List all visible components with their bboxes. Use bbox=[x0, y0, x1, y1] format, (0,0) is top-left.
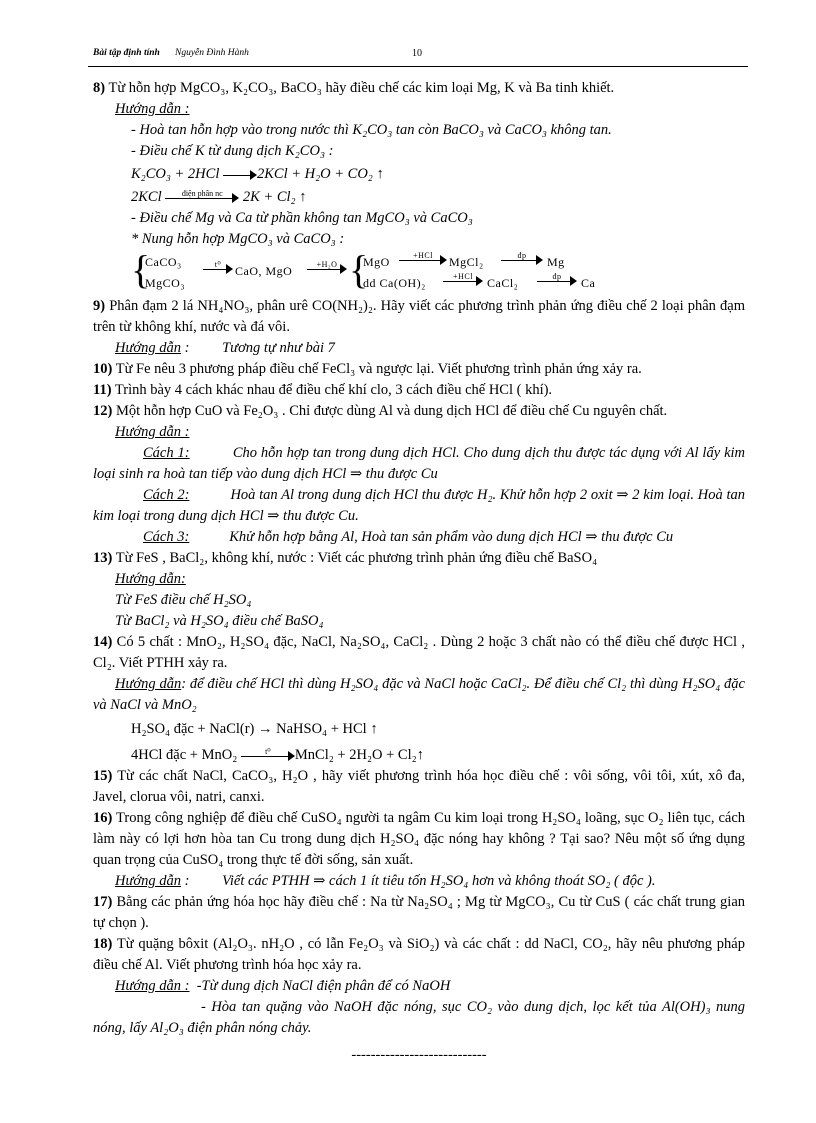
question-text: Từ FeS , BaCl₂, không khí, nước : Viết các phương trình phản ứng điều chế BaSO₄ bbox=[115, 550, 598, 566]
scheme-mgcl2: MgCl₂ bbox=[449, 255, 484, 269]
question-text: Từ các chất NaCl, CaCO₃, H₂O , hãy viết phương trình hóa học điều chế : vôi sống, vôi tôi, xút, xô đa, Javel, clorua vôi, natri, canxi. bbox=[93, 768, 745, 805]
guide-label: Hướng dẫn bbox=[115, 873, 181, 889]
reaction-arrow: t⁰ bbox=[241, 751, 295, 761]
question-9: 9) Phân đạm 2 lá NH₄NO₃, phân urê CO(NH₂)₂. Hãy viết các phương trình phản ứng điều chế 2 loại phân đạm trên từ không khí, nước và đá vôi. bbox=[93, 298, 746, 335]
question-14: 14) Có 5 chất : MnO₂, H₂SO₄ đặc, NaCl, Na₂SO₄, CaCl₂ . Dùng 2 hoặc 3 chất nào có thể điều chế được HCl , Cl₂. Viết PTHH xảy ra. bbox=[93, 634, 745, 671]
scheme-mg: Mg bbox=[547, 255, 565, 269]
question-13: 13) Từ FeS , BaCl₂, không khí, nước : Viết các phương trình phản ứng điều chế BaSO₄ bbox=[93, 550, 598, 566]
question-15: 15) Từ các chất NaCl, CaCO₃, H₂O , hãy viết phương trình hóa học điều chế : vôi sống, vôi tôi, xút, xô đa, Javel, clorua vôi, natri, canxi. bbox=[93, 768, 745, 805]
guide-line: Từ FeS điều chế H₂SO₄ bbox=[115, 592, 252, 608]
scheme-oxides: CaO, MgO bbox=[235, 264, 293, 278]
guide-line: - Hoà tan hỗn hợp vào trong nước thì K₂CO₃ tan còn BaCO₃ và CaCO₃ không tan. bbox=[131, 122, 612, 138]
guide-line: * Nung hỗn hợp MgCO₃ và CaCO₃ : bbox=[131, 231, 345, 247]
header-title: Bài tập định tính bbox=[93, 48, 160, 58]
reaction-scheme bbox=[93, 247, 745, 296]
guide-line: - Điều chế Mg và Ca từ phần không tan MgCO₃ và CaCO₃ bbox=[131, 210, 473, 226]
scheme-ca: Ca bbox=[581, 276, 596, 290]
scheme-caoh2: dd Ca(OH)₂ bbox=[363, 276, 426, 290]
equation-left: 2KCl bbox=[131, 189, 162, 205]
equation: 4HCl đặc + MnO₂ t⁰ MnCl₂ + 2H₂O + Cl₂↑ bbox=[131, 746, 424, 763]
reaction-arrow: +HCl bbox=[443, 276, 483, 286]
question-18: 18) Từ quặng bôxit (Al₂O₃. nH₂O , có lẫn Fe₂O₃ và SiO₂) và các chất : dd NaCl, CO₂, hãy nêu phương pháp điều chế Al. Viết phương trình hóa học xảy ra. bbox=[93, 936, 745, 973]
reaction-arrow: t⁰ bbox=[203, 264, 233, 274]
guide-label: Hướng dẫn : bbox=[115, 101, 190, 117]
equation bbox=[93, 187, 745, 208]
reaction-arrow bbox=[223, 170, 257, 180]
guide-label: Hướng dẫn: bbox=[115, 571, 186, 587]
equation-right: 2KCl + H₂O + CO₂ ↑ bbox=[256, 166, 384, 182]
question-11: 11) Trình bày 4 cách khác nhau để điều chế khí clo, 3 cách điều chế HCl ( khí). bbox=[93, 382, 553, 398]
question-text: Từ hỗn hợp MgCO₃, K₂CO₃, BaCO₃ hãy điều chế các kim loại Mg, K và Ba tinh khiết. bbox=[108, 80, 615, 96]
guide-line: - Điều chế K từ dung dịch K₂CO₃ : bbox=[131, 143, 334, 159]
question-text: Phân đạm 2 lá NH₄NO₃, phân urê CO(NH₂)₂. Hãy viết các phương trình phản ứng điều chế 2 loại phân đạm trên từ không khí, nước và đá vôi. bbox=[93, 298, 746, 335]
guide-line: Hướng dẫn : Tương tự như bài 7 bbox=[115, 340, 335, 356]
question-8 bbox=[93, 78, 745, 99]
arrow-label: điện phân nc bbox=[181, 188, 223, 198]
reaction-arrow: +HCl bbox=[399, 255, 447, 265]
equation-right: 2K + Cl₂ ↑ bbox=[242, 189, 307, 205]
guide-label: Hướng dẫn : bbox=[115, 424, 190, 440]
guide-text: Viết các PTHH ⇒ cách 1 ít tiêu tốn H₂SO₄ hơn và không thoát SO₂ ( độc ). bbox=[222, 873, 656, 889]
page-number: 10 bbox=[412, 48, 422, 59]
scheme-cacl2: CaCl₂ bbox=[487, 276, 519, 290]
guide-line bbox=[93, 674, 745, 716]
question-12: 12) Một hỗn hợp CuO và Fe₂O₃ . Chỉ được dùng Al và dung dịch HCl để điều chế Cu nguyên chất. bbox=[93, 403, 668, 419]
equation: H₂SO₄ đặc + NaCl(r) → NaHSO₄ + HCl ↑ bbox=[131, 721, 378, 737]
question-10: 10) Từ Fe nêu 3 phương pháp điều chế FeCl₃ và ngược lại. Viết phương trình phản ứng xảy ra. bbox=[93, 361, 642, 377]
scheme-reactant: MgCO₃ bbox=[145, 276, 186, 290]
question-text: Từ quặng bôxit (Al₂O₃. nH₂O , có lẫn Fe₂O₃ và SiO₂) và các chất : dd NaCl, CO₂, hãy nêu phương pháp điều chế Al. Viết phương trình hóa học xảy ra. bbox=[93, 936, 745, 973]
reaction-arrow bbox=[165, 188, 239, 203]
scheme-reactant: CaCO₃ bbox=[145, 255, 182, 269]
question-text: Trong công nghiệp để điều chế CuSO₄ người ta ngâm Cu kim loại trong H₂SO₄ loãng, sục O₂ liên tục, cách làm này có lợi hơn hòa tan Cu trong dung dịch H₂SO₄ đặc nóng hay không ? Tại sao? Nêu một số ứng dụng quan trọng của CuSO₄ trong thực tế đời sống, sản xuất. bbox=[93, 810, 745, 868]
reaction-arrow: đp bbox=[501, 255, 543, 265]
method-1: Cách 1: Cho hỗn hợp tan trong dung dịch HCl. Cho dung dịch thu được tác dụng với Al lấy kim loại sinh ra hoà tan tiếp vào dung dịch HCl ⇒ thu được Cu bbox=[93, 445, 746, 482]
question-text: Từ Fe nêu 3 phương pháp điều chế FeCl₃ và ngược lại. Viết phương trình phản ứng xảy ra. bbox=[115, 361, 642, 377]
guide-label: Hướng dẫn bbox=[115, 676, 182, 692]
question-number: 8) bbox=[93, 80, 106, 96]
reaction-arrow: +H₂O bbox=[307, 264, 347, 274]
scheme-mgo: MgO bbox=[363, 255, 390, 269]
method-3: Cách 3: Khử hỗn hợp bằng Al, Hoà tan sản phẩm vào dung dịch HCl ⇒ thu được Cu bbox=[143, 529, 674, 545]
header-author: Nguyễn Đình Hành bbox=[175, 48, 249, 58]
equation-left: K₂CO₃ + 2HCl bbox=[131, 166, 220, 182]
guide-label: Hướng dẫn : bbox=[115, 978, 190, 994]
question-text: Có 5 chất : MnO₂, H₂SO₄ đặc, NaCl, Na₂SO₄, CaCl₂ . Dùng 2 hoặc 3 chất nào có thể điều chế được HCl , Cl₂. Viết PTHH xảy ra. bbox=[93, 634, 745, 671]
reaction-arrow: đp bbox=[537, 276, 577, 286]
guide-text: Tương tự như bài 7 bbox=[222, 340, 335, 356]
question-text: Bằng các phản ứng hóa học hãy điều chế : Na từ Na₂SO₄ ; Mg từ MgCO₃, Cu từ CuS ( các chất trung gian tự chọn ). bbox=[93, 894, 746, 931]
method-2: Cách 2: Hoà tan Al trong dung dịch HCl thu được H₂. Khử hỗn hợp 2 oxit ⇒ 2 kim loại. Hoà tan kim loại trong dung dịch HCl ⇒ thu được Cu. bbox=[93, 487, 746, 524]
question-text: Trình bày 4 cách khác nhau để điều chế khí clo, 3 cách điều chế HCl ( khí). bbox=[114, 382, 553, 398]
question-17: 17) Bằng các phản ứng hóa học hãy điều chế : Na từ Na₂SO₄ ; Mg từ MgCO₃, Cu từ CuS ( các chất trung gian tự chọn ). bbox=[93, 894, 746, 931]
guide-line: - Hòa tan quặng vào NaOH đặc nóng, sục CO₂ vào dung dịch, lọc kết tủa Al(OH)₃ nung nóng, lấy Al₂O₃ điện phân nóng chảy. bbox=[93, 999, 745, 1036]
guide-text: : để điều chế HCl thì dùng H₂SO₄ đặc và NaCl hoặc CaCl₂. Để điều chế Cl₂ thì dùng H₂SO₄ đặc và NaCl và MnO₂ bbox=[93, 676, 745, 713]
brace: { bbox=[131, 247, 151, 292]
guide-label: Hướng dẫn bbox=[115, 340, 181, 356]
question-text: Một hỗn hợp CuO và Fe₂O₃ . Chỉ được dùng Al và dung dịch HCl để điều chế Cu nguyên chất. bbox=[115, 403, 668, 419]
content bbox=[93, 78, 745, 1066]
guide-line: Hướng dẫn : -Từ dung dịch NaCl điện phân để có NaOH bbox=[115, 978, 451, 994]
guide-line: Từ BaCl₂ và H₂SO₄ điều chế BaSO₄ bbox=[115, 613, 324, 629]
separator: ---------------------------- bbox=[351, 1047, 487, 1063]
question-16: 16) Trong công nghiệp để điều chế CuSO₄ người ta ngâm Cu kim loại trong H₂SO₄ loãng, sục O₂ liên tục, cách làm này có lợi hơn hòa tan Cu trong dung dịch H₂SO₄ đặc nóng hay không ? Tại sao? Nêu một số ứng dụng quan trọng của CuSO₄ trong thực tế đời sống, sản xuất. bbox=[93, 810, 745, 868]
header-rule bbox=[88, 66, 748, 67]
guide-line: Hướng dẫn : Viết các PTHH ⇒ cách 1 ít tiêu tốn H₂SO₄ hơn và không thoát SO₂ ( độc ). bbox=[115, 873, 656, 889]
brace: { bbox=[349, 247, 369, 292]
